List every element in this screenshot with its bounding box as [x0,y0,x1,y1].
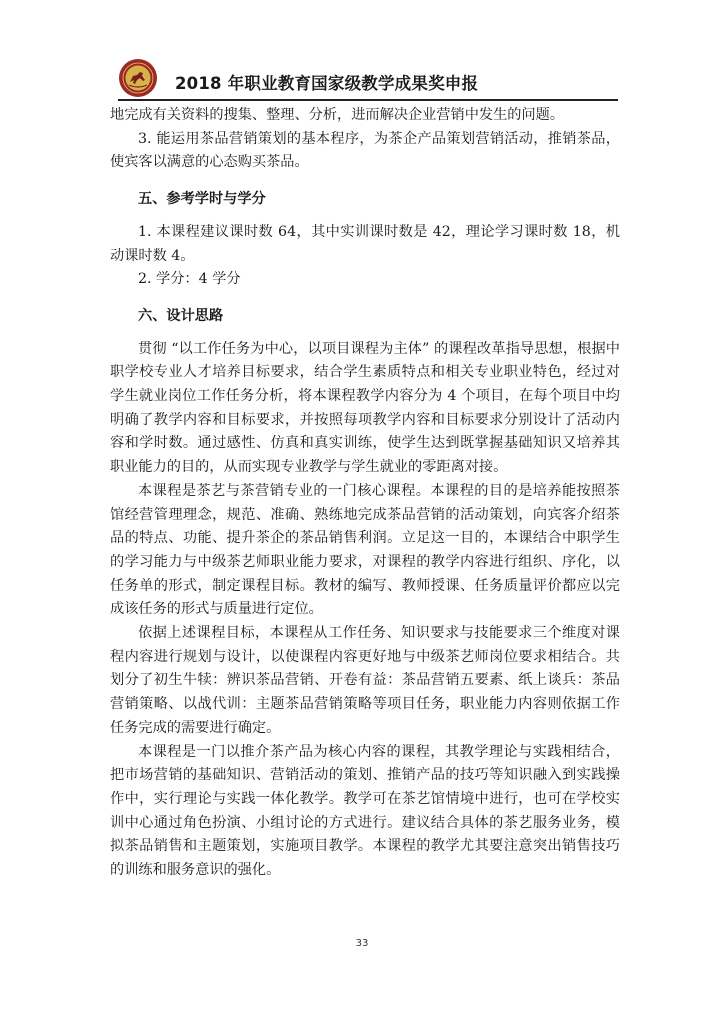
objective-item-3: 3. 能运用茶品营销策划的基本程序，为茶企产品策划营销活动，推销茶品，使宾客以满意的心态购买茶品。 [110,130,620,171]
document-body [110,104,620,883]
credit-points-item: 2. 学分：4 学分 [138,271,241,288]
design-paragraph-4: 本课程是一门以推介茶产品为核心内容的课程，其教学理论与实践相结合，把市场营销的基础知识、营销活动的策划、推销产品的技巧等知识融入到实践操作中，实行理论与实践一体化教学。教学可在茶艺馆情境中进行，也可在学校实训中心通过角色扮演、小组讨论的方式进行。建议结合具体的茶艺服务业务，模拟茶品销售和主题策划，实施项目教学。本课程的教学尤其要注意突出销售技巧的训练和服务意识的强化。 [110,743,620,879]
design-paragraph-3: 依据上述课程目标，本课程从工作任务、知识要求与技能要求三个维度对课程内容进行规划与设计，以使课程内容更好地与中级茶艺师岗位要求相结合。共划分了初生牛犊：辨识茶品营销、开卷有益：茶品营销五要素、纸上谈兵：茶品营销策略、以战代训：主题茶品营销策略等项目任务，职业能力内容则依据工作任务完成的需要进行确定。 [110,625,620,736]
header-divider [118,99,618,101]
award-emblem-icon [118,58,158,98]
paragraph-continuation: 地完成有关资料的搜集、整理、分析，进而解决企业营销中发生的问题。 [110,107,565,123]
design-paragraph-1: 贯彻 “以工作任务为中心，以项目课程为主体” 的课程改革指导思想，根据中职学校专业人才培养目标要求，结合学生素质特点和相关专业职业特色，经过对学生就业岗位工作任务分析，将本课程教学内容分为 4 个项目，在每个项目中均明确了教学内容和目标要求，并按照每项教学内容和目标要求分别设计了活动内容和学时数。通过感性、仿真和真实训练，使学生达到既掌握基础知识又培养其职业能力的目的，从而实现专业教学与学生就业的零距离对接。 [110,340,620,476]
header-title: 2018 年职业教育国家级教学成果奖申报 [175,74,479,93]
page-header [118,58,618,98]
section-heading-design: 六、设计思路 [138,307,224,324]
credit-hours-item: 1. 本课程建议课时数 64，其中实训课时数是 42，理论学习课时数 18，机动课时数 4。 [110,223,620,264]
page-number: 33 [355,938,369,949]
section-heading-credits: 五、参考学时与学分 [138,191,266,208]
design-paragraph-2: 本课程是茶艺与茶营销专业的一门核心课程。本课程的目的是培养能按照茶馆经营管理理念，规范、准确、熟练地完成茶品营销的活动策划，向宾客介绍茶品的特点、功能、提升茶企的茶品销售利润。立足这一目的，本课结合中职学生的学习能力与中级茶艺师职业能力要求，对课程的教学内容进行组织、序化，以任务单的形式，制定课程目标。教材的编写、教师授课、任务质量评价都应以完成该任务的形式与质量进行定位。 [110,482,620,618]
